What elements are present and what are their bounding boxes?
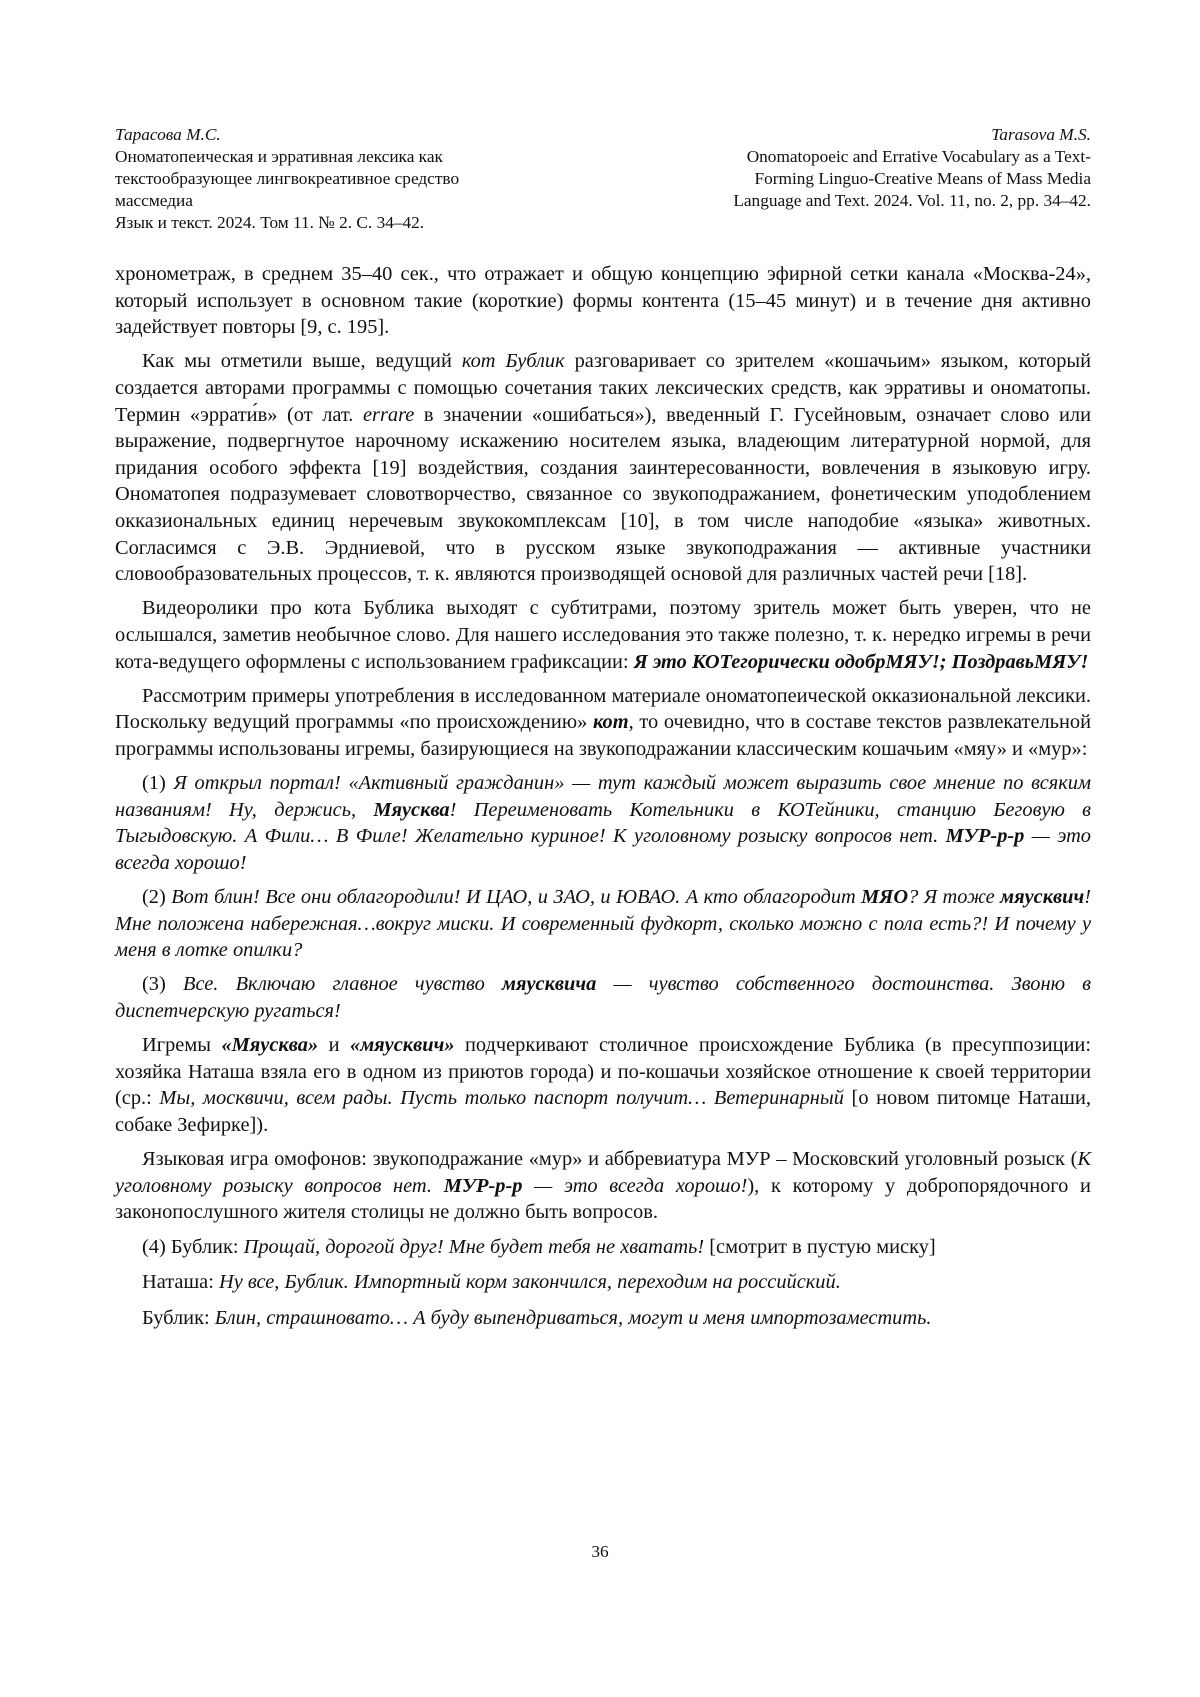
- example-4-natasha: Наташа: Ну все, Бублик. Импортный корм закончился, переходим на российский.: [142, 1271, 841, 1294]
- header-title-ru-line-3: массмедиа: [115, 191, 193, 210]
- paragraph-4: Рассмотрим примеры употребления в исследованном материале ономатопеической окказиональной лексики. Поскольку ведущий программы «по происхождению» кот, то очевидно, что в составе текстов развлекательной программы использованы игремы, базирующиеся на звукоподражании классическим кошачьим «мяу» и «мур»:: [115, 684, 1092, 760]
- header-english-citation: [733, 124, 1091, 234]
- header-author-en: Tarasova M.S.: [991, 125, 1091, 144]
- header-journal-ru: Язык и текст. 2024. Том 11. № 2. С. 34–42.: [115, 213, 425, 232]
- paragraph-6: Языковая игра омофонов: звукоподражание «мур» и аббревиатура МУР – Московский уголовный розыск (К уголовному розыску вопросов нет. МУР-р-р — это всегда хорошо!), к которому у добропорядочного и законопослушного жителя столицы не должно быть вопросов.: [115, 1148, 1091, 1224]
- header-title-en-line-1: Onomatopoeic and Errative Vocabulary as a Text-: [746, 147, 1091, 166]
- paragraph-2: Как мы отметили выше, ведущий кот Бублик разговаривает со зрителем «кошачьим» языком, который создается авторами программы с помощью сочетания таких лексических средств, как эрративы и ономатопы. Термин «эррати́в» (от лат. errare в значении «ошибаться»), введенный Г. Гусейновым, означает слово или выражение, подвергнутое нарочному искажению носителем языка, владеющим литературной нормой, для придания особого эффекта [19] воздействия, создания заинтересованности, вовлечения в языковую игру. Ономатопея подразумевает словотворчество, связанное со звукоподражанием, фонетическим уподоблением окказиональных единиц неречевым звукокомплексам [10], в том числе наподобие «языка» животных. Согласимся с Э.В. Эрдниевой, что в русском языке звукоподражания — активные участники словообразовательных процессов, т. к. являются производящей основой для различных частей речи [18].: [115, 350, 1092, 586]
- example-1: (1) Я открыл портал! «Активный гражданин» — тут каждый может выразить свое мнение по всяким названиям! Ну, держись, Мяусква! Переименовать Котельники в КОТейники, станцию Беговую в Тыгыдовскую. А Фили… В Филе! Желательно куриное! К уголовному розыску вопросов нет. МУР-р-р — это всегда хорошо!: [115, 772, 1091, 874]
- running-header: [115, 124, 1091, 234]
- header-author-ru: Тарасова М.С.: [115, 125, 221, 144]
- example-4: (4) Бублик: Прощай, дорогой друг! Мне будет тебя не хватать! [смотрит в пустую миску]: [142, 1235, 936, 1258]
- article-body: [115, 261, 1091, 1340]
- header-title-ru-line-1: Ономатопеическая и эрративная лексика как: [115, 147, 443, 166]
- header-title-en-line-2: Forming Linguo-Creative Means of Mass Media: [754, 169, 1091, 188]
- header-title-ru-line-2: текстообразующее лингвокреативное средство: [115, 169, 460, 188]
- header-journal-en: Language and Text. 2024. Vol. 11, no. 2, pp. 34–42.: [733, 191, 1091, 210]
- example-4-bublik: Бублик: Блин, страшновато… А буду выпендриваться, могут и меня импортозаместить.: [142, 1306, 932, 1329]
- paragraph-3: Видеоролики про кота Бублика выходят с субтитрами, поэтому зритель может быть уверен, что не ослышался, заметив необычное слово. Для нашего исследования это также полезно, т. к. нередко игремы в речи кота-ведущего оформлены с использованием графиксации: Я это КОТегорически одобрМЯУ!; ПоздравьМЯУ!: [115, 597, 1091, 673]
- page-number: 36: [591, 1542, 609, 1561]
- paragraph-5: Игремы «Мяусква» и «мяусквич» подчеркивают столичное происхождение Бублика (в пресуппозиции: хозяйка Наташа взяла его в одном из приютов города) и по-кошачьи хозяйское отношение к своей территории (ср.: Мы, москвичи, всем рады. Пусть только паспорт получит… Ветеринарный [о новом питомце Наташи, собаке Зефирке]).: [115, 1034, 1092, 1136]
- header-russian-citation: [115, 124, 459, 234]
- paragraph-1: хронометраж, в среднем 35–40 сек., что отражает и общую концепцию эфирной сетки канала «Москва-24», который использует в основном такие (короткие) формы контента (15–45 минут) и в течение дня активно задействует повторы [9, с. 195].: [115, 263, 1091, 339]
- example-3: (3) Все. Включаю главное чувство мяусквича — чувство собственного достоинства. Звоню в диспетчерскую ругаться!: [115, 973, 1092, 1022]
- example-2: (2) Вот блин! Все они облагородили! И ЦАО, и ЗАО, и ЮВАО. А кто облагородит МЯО? Я тоже мяусквич! Мне положена набережная…вокруг миски. И современный фудкорт, сколько можно с пола есть?! И почему у меня в лотке опилки?: [115, 886, 1091, 962]
